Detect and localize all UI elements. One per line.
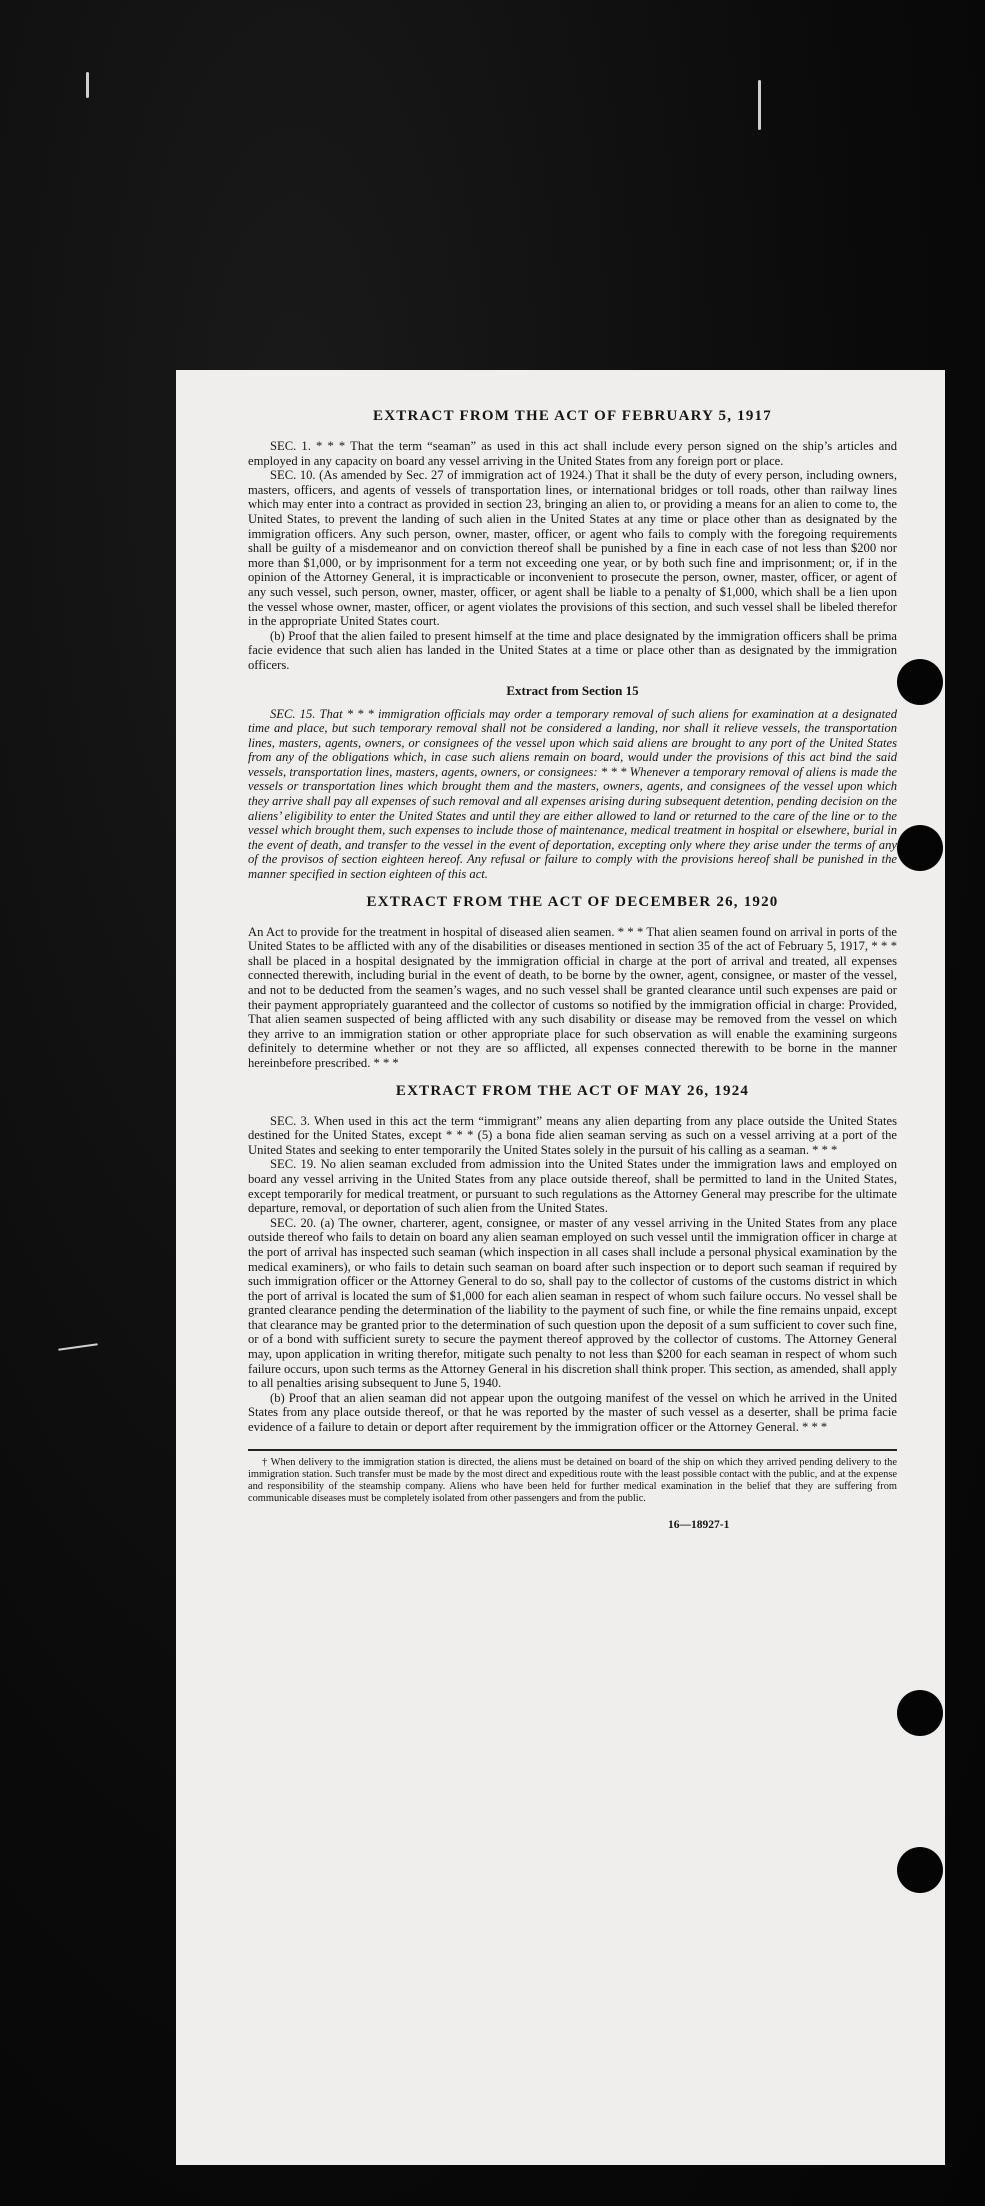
dust-speck	[86, 72, 89, 98]
punch-hole	[897, 1690, 943, 1736]
paragraph-sec-3: SEC. 3. When used in this act the term “immigrant” means any alien departing from any place outside the United States destined for the United States, except * * * (5) a bona fide alien seaman serving as such on a vessel arriving at a port of the United States and seeking to enter temporarily the United States solely in the pursuit of his calling as a seaman. * * *	[248, 1113, 897, 1157]
footnote: † When delivery to the immigration station is directed, the aliens must be detained on board of the ship on which they arrived pending delivery to the immigration station. Such transfer must be made by the most direct and expeditious route with the least possible contact with the public, and at the expense and responsibility of the steamship company. Aliens who have been held for further medical examination in the belief that they are suffering from communicable diseases must be completely isolated from other passengers and from the public.	[248, 1456, 897, 1504]
footnote-divider	[248, 1449, 897, 1451]
paragraph-act-1920: An Act to provide for the treatment in hospital of diseased alien seamen. * * * That alien seamen found on arrival in ports of the United States to be afflicted with any of the disabilities or diseases mentioned in section 35 of the act of February 5, 1917, * * * shall be placed in a hospital designated by the immigration official in charge at the port of arrival and treated, all expenses connected therewith, including burial in the event of death, to be borne by the owner, agent, consignee, or master of the vessel, and not to be deducted from the seamen’s wages, and no such vessel shall be granted clearance until such expenses are paid or their payment appropriately guaranteed and the collector of customs so notified by the immigration official in charge: Provided, That alien seamen suspected of being afflicted with any such disability or disease may be removed from the vessel on which they arrive to an immigration station or other appropriate place for such observation as will enable the examining surgeons definitely to determine whether or not they are so afflicted, all expenses connected therewith to be borne in the manner hereinbefore prescribed. * * *	[248, 924, 897, 1070]
punch-hole	[897, 659, 943, 705]
paragraph-sec-15: SEC. 15. That * * * immigration officials may order a temporary removal of such aliens for examination at a designated time and place, but such temporary removal shall not be considered a landing, nor shall it relieve vessels, the transportation lines, masters, agents, owners, or consignees of the vessel upon which said aliens are brought to any port of the United States from any of the obligations which, in case such aliens remain on board, would under the provisions of this act bind the said vessels, transportation lines, masters, agents, owners, or consignees: * * * Whenever a temporary removal of aliens is made the vessels or transportation lines which brought them and the masters, owners, agents, and consignees of the vessel upon which they arrive shall pay all expenses of such removal and all expenses arising during subsequent detention, pending decision on the aliens’ eligibility to enter the United States and until they are either allowed to land or returned to the care of the line or to the vessel which brought them, such expenses to include those of maintenance, medical treatment in hospital or elsewhere, burial in the event of death, and transfer to the vessel in the event of deportation, excepting only where they arise under the terms of any of the provisos of section eighteen hereof. Any refusal or failure to comply with the provisions hereof shall be punished in the manner specified in section eighteen of this act.	[248, 706, 897, 882]
punch-hole	[897, 825, 943, 871]
paragraph-sec-20-b: (b) Proof that an alien seaman did not appear upon the outgoing manifest of the vessel on which he arrived in the United States from any place outside thereof, or that he was reported by the master of such vessel as a deserter, shall be prima facie evidence of a failure to detain or deport after requirement by the immigration officer or the Attorney General. * * *	[248, 1390, 897, 1435]
document-page	[176, 370, 945, 2165]
heading-section-15: Extract from Section 15	[506, 682, 639, 698]
paragraph-sec-10: SEC. 10. (As amended by Sec. 27 of immigration act of 1924.) That it shall be the duty of every person, including owners, masters, officers, and agents of vessels of transportation lines, or international bridges or toll roads, other than railway lines which may enter into a contract as provided in section 23, bringing an alien to, or providing a means for an alien to come to, the United States, to prevent the landing of such alien in the United States at any time or place other than as designated by the immigration officers. Any such person, owner, master, officer, or agent who fails to comply with the foregoing requirements shall be guilty of a misdemeanor and on conviction thereof shall be punished by a fine in each case of not less than $200 nor more than $1,000, or by imprisonment for a term not exceeding one year, or by both such fine and imprisonment; or, if in the opinion of the Attorney General, it is impracticable or inconvenient to prosecute the person, owner, master, officer, or agent of any such vessel, such person, owner, master, officer, or agent shall be liable to a penalty of $1,000, which shall be a lien upon the vessel whose owner, master, officer, or agent violates the provisions of this section, and such vessel shall be libeled therefor in the appropriate United States court.	[248, 468, 897, 629]
paragraph-sec-10-b: (b) Proof that the alien failed to present himself at the time and place designated by the immigration officers shall be prima facie evidence that such alien has landed in the United States at a time or place other than as designated by the immigration officers.	[248, 628, 897, 672]
heading-act-1920: EXTRACT FROM THE ACT OF DECEMBER 26, 1920	[366, 893, 779, 910]
heading-act-1917: EXTRACT FROM THE ACT OF FEBRUARY 5, 1917	[373, 408, 772, 424]
paragraph-sec-19: SEC. 19. No alien seaman excluded from admission into the United States under the immigration laws and employed on board any vessel arriving in the United States from any place outside thereof, shall be permitted to land in the United States, except temporarily for medical treatment, or pursuant to such regulations as the Attorney General may prescribe for the ultimate departure, removal, or deportation of such alien from the United States.	[248, 1157, 897, 1216]
punch-hole	[897, 1847, 943, 1893]
heading-act-1924: EXTRACT FROM THE ACT OF MAY 26, 1924	[395, 1082, 750, 1099]
form-number: 16—18927-1	[668, 1518, 730, 1531]
paragraph-sec-1: SEC. 1. * * * That the term “seaman” as used in this act shall include every person signed on the ship’s articles and employed in any capacity on board any vessel arriving in the United States from any foreign port or place.	[248, 439, 897, 468]
paragraph-sec-20-a: SEC. 20. (a) The owner, charterer, agent, consignee, or master of any vessel arriving in the United States from any place outside thereof who fails to detain on board any alien seaman employed on such vessel until the immigration officer in charge at the port of arrival has inspected such seaman (which inspection in all cases shall include a personal physical examination by the medical examiners), or who fails to detain such seaman on board after such inspection or to deport such seaman if required by such immigration officer or the Attorney General to do so, shall pay to the collector of customs of the customs district in which the port of arrival is located the sum of $1,000 for each alien seaman in respect of whom such failure occurs. No vessel shall be granted clearance pending the determination of the liability to the payment of such fine, or while the fine remains unpaid, except that clearance may be granted prior to the determination of such question upon the deposit of a sum sufficient to cover such fine, or of a bond with sufficient surety to secure the payment thereof approved by the collector of customs. The Attorney General may, upon application in writing therefor, mitigate such penalty to not less than $200 for each seaman in respect of whom such failure occurs, upon such terms as the Attorney General in his discretion shall think proper. This section, as amended, shall apply to all penalties arising subsequent to June 5, 1940.	[248, 1215, 897, 1391]
dust-speck	[758, 80, 761, 130]
